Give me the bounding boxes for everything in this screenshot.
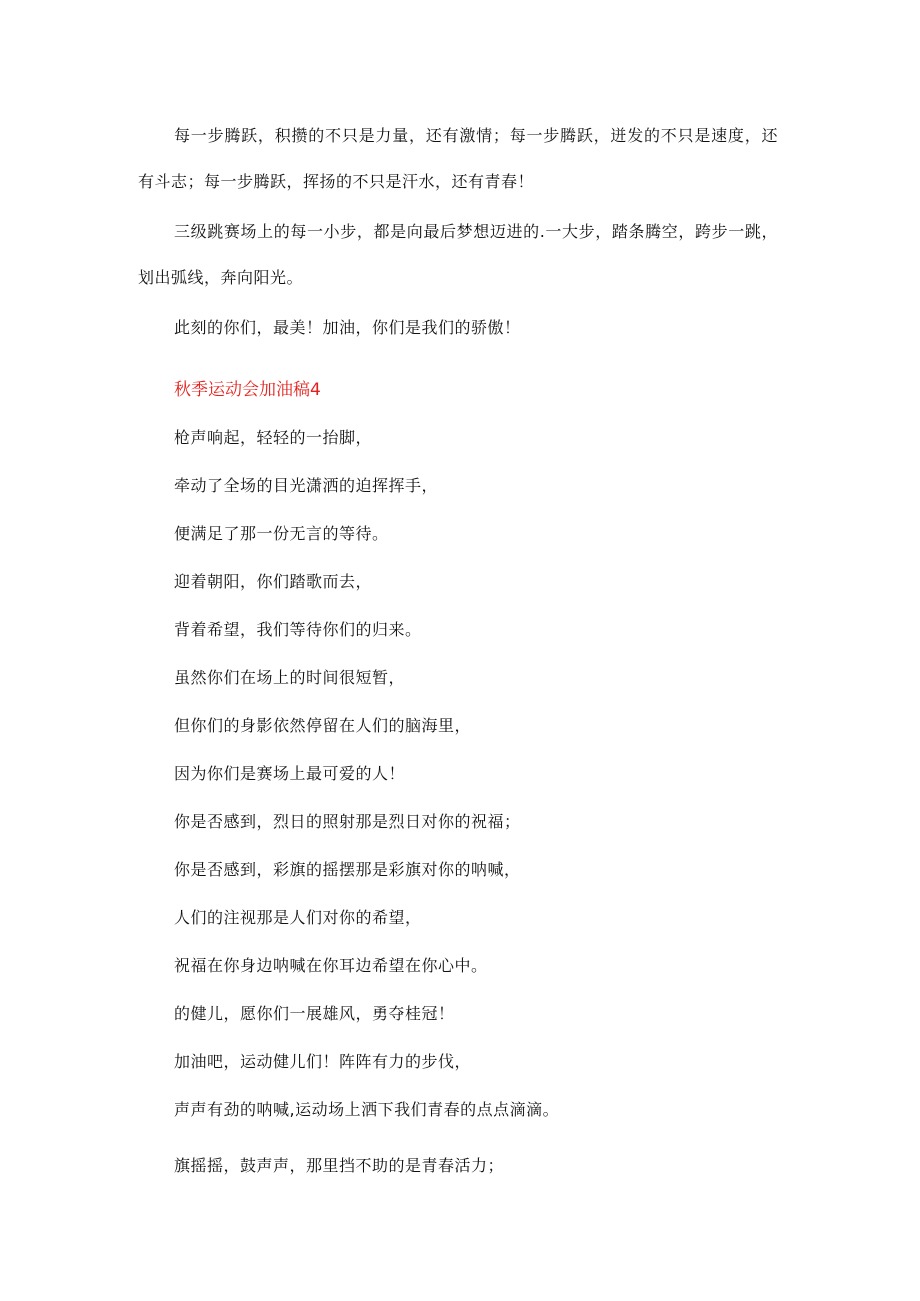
verse-line: 声声有劲的呐喊,运动场上洒下我们青春的点点滴滴。 [174,1100,560,1119]
verse-line: 牵动了全场的目光潇洒的迫挥挥手， [174,476,439,495]
paragraph-1: 每一步腾跃，积攒的不只是力量，还有激情；每一步腾跃，迸发的不只是速度，还有斗志；每一步腾跃，挥扬的不只是汗水，还有青春！ [138,126,778,191]
verse-line: 因为你们是赛场上最可爱的人！ [174,764,406,783]
verse-line: 你是否感到，彩旗的摇摆那是彩旗对你的呐喊， [174,860,521,879]
paragraph-3: 此刻的你们，最美！加油，你们是我们的骄傲！ [174,318,521,337]
verse-line: 但你们的身影依然停留在人们的脑海里， [174,716,472,735]
verse-line: 旗摇摇，鼓声声，那里挡不助的是青春活力； [174,1156,505,1175]
verse-line: 迎着朝阳，你们踏歌而去， [174,572,373,591]
verse-line: 枪声响起，轻轻的一抬脚， [174,428,373,447]
verse-line: 你是否感到，烈日的照射那是烈日对你的祝福； [174,812,521,831]
verse-line: 背着希望，我们等待你们的归来。 [174,620,422,639]
verse-line: 便满足了那一份无言的等待。 [174,524,389,543]
verse-line: 的健儿，愿你们一展雄风，勇夺桂冠！ [174,1004,455,1023]
verse-line: 人们的注视那是人们对你的希望， [174,908,422,927]
section-heading: 秋季运动会加油稿4 [174,380,321,400]
verse-line: 祝福在你身边呐喊在你耳边希望在你心中。 [174,956,488,975]
verse-line: 虽然你们在场上的时间很短暂， [174,668,406,687]
verse-line: 加油吧，运动健儿们！阵阵有力的步伐， [174,1052,472,1071]
paragraph-2: 三级跳赛场上的每一小步，都是向最后梦想迈进的.一大步，踏条腾空，跨步一跳，划出弧线，奔向阳光。 [138,222,778,287]
